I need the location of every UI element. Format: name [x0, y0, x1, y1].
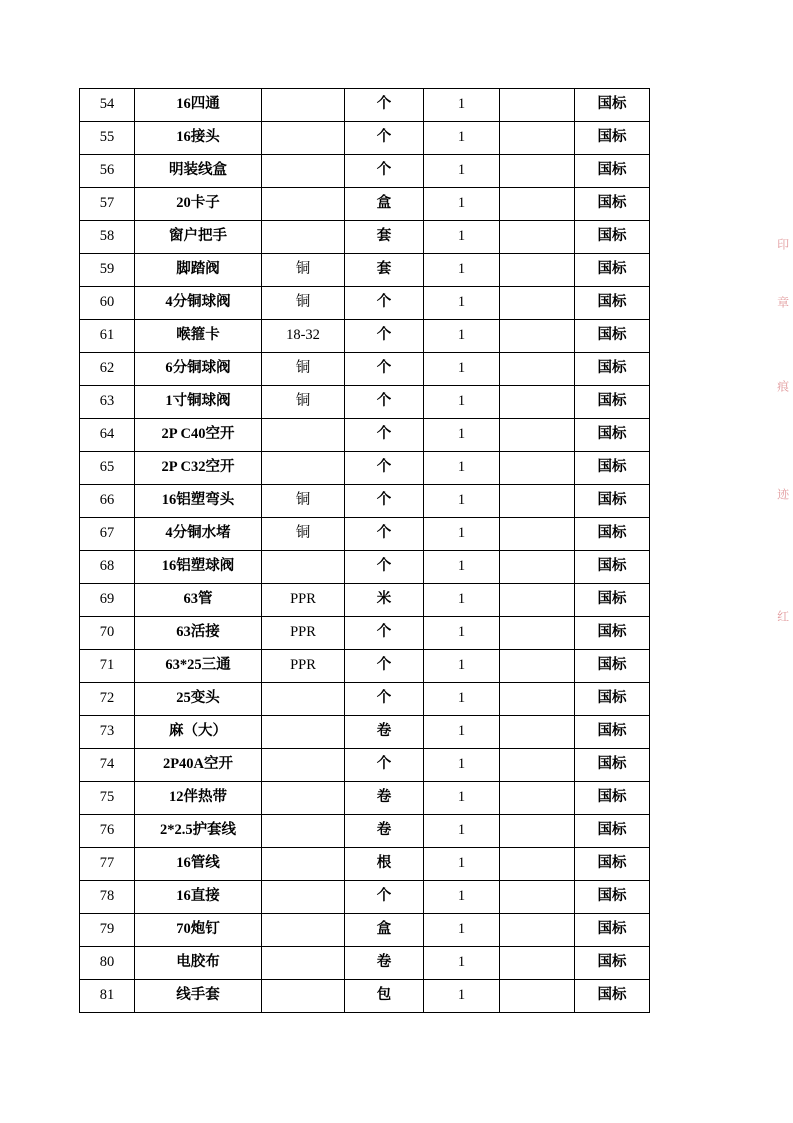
row-unit: 套: [345, 254, 424, 287]
row-standard: 国标: [575, 188, 650, 221]
row-item-name: 2*2.5护套线: [135, 815, 262, 848]
row-price: [500, 650, 575, 683]
row-quantity: 1: [424, 617, 500, 650]
row-spec: PPR: [262, 617, 345, 650]
row-item-name: 6分铜球阀: [135, 353, 262, 386]
row-standard: 国标: [575, 221, 650, 254]
row-price: [500, 947, 575, 980]
row-standard: 国标: [575, 749, 650, 782]
row-number: 61: [80, 320, 135, 353]
row-quantity: 1: [424, 584, 500, 617]
row-item-name: 16直接: [135, 881, 262, 914]
row-unit: 个: [345, 353, 424, 386]
row-item-name: 4分铜水堵: [135, 518, 262, 551]
row-spec: [262, 122, 345, 155]
row-number: 57: [80, 188, 135, 221]
row-number: 67: [80, 518, 135, 551]
row-item-name: 窗户把手: [135, 221, 262, 254]
row-price: [500, 188, 575, 221]
row-standard: 国标: [575, 782, 650, 815]
table-row: [80, 551, 650, 584]
row-price: [500, 386, 575, 419]
row-quantity: 1: [424, 980, 500, 1013]
row-spec: [262, 881, 345, 914]
row-quantity: 1: [424, 89, 500, 122]
row-quantity: 1: [424, 782, 500, 815]
row-spec: [262, 716, 345, 749]
row-item-name: 70炮钉: [135, 914, 262, 947]
row-item-name: 16铝塑球阀: [135, 551, 262, 584]
inventory-table-container: [79, 88, 649, 1013]
table-row: [80, 749, 650, 782]
seal-mark-4: 迹: [775, 488, 790, 501]
row-spec: 铜: [262, 518, 345, 551]
row-unit: 个: [345, 518, 424, 551]
row-item-name: 4分铜球阀: [135, 287, 262, 320]
row-quantity: 1: [424, 881, 500, 914]
row-spec: [262, 452, 345, 485]
table-row: [80, 815, 650, 848]
row-item-name: 16接头: [135, 122, 262, 155]
table-row: [80, 254, 650, 287]
row-spec: 18-32: [262, 320, 345, 353]
row-standard: 国标: [575, 848, 650, 881]
row-number: 58: [80, 221, 135, 254]
row-price: [500, 419, 575, 452]
row-spec: [262, 815, 345, 848]
row-number: 63: [80, 386, 135, 419]
table-row: [80, 650, 650, 683]
row-price: [500, 452, 575, 485]
row-quantity: 1: [424, 848, 500, 881]
row-unit: 个: [345, 881, 424, 914]
table-row: [80, 881, 650, 914]
row-spec: [262, 683, 345, 716]
row-item-name: 2P40A空开: [135, 749, 262, 782]
row-item-name: 2P C40空开: [135, 419, 262, 452]
row-price: [500, 848, 575, 881]
table-row: [80, 980, 650, 1013]
row-quantity: 1: [424, 287, 500, 320]
row-unit: 卷: [345, 947, 424, 980]
row-standard: 国标: [575, 287, 650, 320]
row-spec: [262, 155, 345, 188]
row-spec: [262, 419, 345, 452]
row-price: [500, 518, 575, 551]
row-number: 64: [80, 419, 135, 452]
row-standard: 国标: [575, 947, 650, 980]
table-row: [80, 452, 650, 485]
row-item-name: 63*25三通: [135, 650, 262, 683]
row-price: [500, 914, 575, 947]
row-price: [500, 716, 575, 749]
row-item-name: 20卡子: [135, 188, 262, 221]
row-price: [500, 881, 575, 914]
row-item-name: 63活接: [135, 617, 262, 650]
row-unit: 个: [345, 683, 424, 716]
row-quantity: 1: [424, 254, 500, 287]
table-row: [80, 89, 650, 122]
row-price: [500, 980, 575, 1013]
row-standard: 国标: [575, 122, 650, 155]
row-quantity: 1: [424, 353, 500, 386]
row-price: [500, 485, 575, 518]
row-unit: 个: [345, 749, 424, 782]
row-standard: 国标: [575, 518, 650, 551]
row-number: 60: [80, 287, 135, 320]
seal-mark-3: 痕: [775, 380, 790, 393]
table-row: [80, 386, 650, 419]
table-row: [80, 353, 650, 386]
row-item-name: 16管线: [135, 848, 262, 881]
row-unit: 卷: [345, 716, 424, 749]
row-quantity: 1: [424, 716, 500, 749]
row-number: 75: [80, 782, 135, 815]
row-spec: PPR: [262, 584, 345, 617]
row-quantity: 1: [424, 419, 500, 452]
row-number: 54: [80, 89, 135, 122]
row-quantity: 1: [424, 320, 500, 353]
row-price: [500, 287, 575, 320]
row-standard: 国标: [575, 485, 650, 518]
row-standard: 国标: [575, 452, 650, 485]
table-row: [80, 518, 650, 551]
row-spec: 铜: [262, 353, 345, 386]
row-unit: 个: [345, 155, 424, 188]
seal-mark-1: 印: [775, 238, 790, 251]
row-unit: 个: [345, 485, 424, 518]
row-unit: 套: [345, 221, 424, 254]
seal-mark-5: 红: [775, 610, 790, 623]
row-unit: 个: [345, 650, 424, 683]
row-standard: 国标: [575, 683, 650, 716]
row-unit: 个: [345, 320, 424, 353]
row-price: [500, 155, 575, 188]
table-row: [80, 419, 650, 452]
row-standard: 国标: [575, 980, 650, 1013]
row-number: 69: [80, 584, 135, 617]
row-spec: 铜: [262, 386, 345, 419]
row-item-name: 麻（大）: [135, 716, 262, 749]
row-price: [500, 320, 575, 353]
table-row: [80, 320, 650, 353]
row-standard: 国标: [575, 914, 650, 947]
row-spec: [262, 914, 345, 947]
row-spec: [262, 551, 345, 584]
row-price: [500, 782, 575, 815]
row-unit: 个: [345, 122, 424, 155]
row-unit: 卷: [345, 782, 424, 815]
row-price: [500, 683, 575, 716]
row-unit: 米: [345, 584, 424, 617]
row-item-name: 63管: [135, 584, 262, 617]
inventory-table: [79, 88, 650, 1013]
inventory-table-body: [80, 89, 650, 1013]
row-standard: 国标: [575, 353, 650, 386]
row-spec: [262, 980, 345, 1013]
row-quantity: 1: [424, 155, 500, 188]
row-spec: 铜: [262, 287, 345, 320]
row-item-name: 1寸铜球阀: [135, 386, 262, 419]
table-row: [80, 122, 650, 155]
row-standard: 国标: [575, 815, 650, 848]
table-row: [80, 782, 650, 815]
row-spec: PPR: [262, 650, 345, 683]
row-spec: [262, 188, 345, 221]
row-number: 66: [80, 485, 135, 518]
table-row: [80, 188, 650, 221]
row-item-name: 线手套: [135, 980, 262, 1013]
row-price: [500, 551, 575, 584]
seal-mark-2: 章: [775, 296, 790, 309]
row-unit: 卷: [345, 815, 424, 848]
row-item-name: 喉箍卡: [135, 320, 262, 353]
table-row: [80, 221, 650, 254]
row-quantity: 1: [424, 914, 500, 947]
table-row: [80, 683, 650, 716]
row-standard: 国标: [575, 254, 650, 287]
row-price: [500, 617, 575, 650]
table-row: [80, 848, 650, 881]
row-unit: 个: [345, 617, 424, 650]
row-standard: 国标: [575, 386, 650, 419]
row-number: 76: [80, 815, 135, 848]
table-row: [80, 716, 650, 749]
row-item-name: 12伴热带: [135, 782, 262, 815]
row-price: [500, 749, 575, 782]
row-unit: 个: [345, 551, 424, 584]
row-quantity: 1: [424, 749, 500, 782]
row-price: [500, 815, 575, 848]
row-unit: 根: [345, 848, 424, 881]
row-item-name: 16四通: [135, 89, 262, 122]
row-unit: 个: [345, 287, 424, 320]
row-standard: 国标: [575, 551, 650, 584]
row-unit: 盒: [345, 188, 424, 221]
row-number: 79: [80, 914, 135, 947]
table-row: [80, 914, 650, 947]
row-number: 78: [80, 881, 135, 914]
table-row: [80, 485, 650, 518]
row-spec: 铜: [262, 485, 345, 518]
row-number: 74: [80, 749, 135, 782]
row-price: [500, 254, 575, 287]
row-number: 71: [80, 650, 135, 683]
row-number: 62: [80, 353, 135, 386]
table-row: [80, 155, 650, 188]
row-quantity: 1: [424, 221, 500, 254]
row-number: 70: [80, 617, 135, 650]
row-quantity: 1: [424, 485, 500, 518]
row-quantity: 1: [424, 452, 500, 485]
row-standard: 国标: [575, 716, 650, 749]
row-standard: 国标: [575, 584, 650, 617]
row-spec: [262, 221, 345, 254]
row-quantity: 1: [424, 122, 500, 155]
row-quantity: 1: [424, 683, 500, 716]
row-quantity: 1: [424, 386, 500, 419]
table-row: [80, 287, 650, 320]
row-number: 73: [80, 716, 135, 749]
row-standard: 国标: [575, 320, 650, 353]
row-item-name: 脚踏阀: [135, 254, 262, 287]
row-spec: [262, 848, 345, 881]
row-price: [500, 122, 575, 155]
row-unit: 个: [345, 89, 424, 122]
row-number: 59: [80, 254, 135, 287]
row-number: 65: [80, 452, 135, 485]
row-number: 68: [80, 551, 135, 584]
table-row: [80, 584, 650, 617]
row-price: [500, 584, 575, 617]
row-item-name: 2P C32空开: [135, 452, 262, 485]
row-number: 80: [80, 947, 135, 980]
row-spec: [262, 947, 345, 980]
row-price: [500, 221, 575, 254]
row-unit: 盒: [345, 914, 424, 947]
row-number: 77: [80, 848, 135, 881]
row-standard: 国标: [575, 155, 650, 188]
row-quantity: 1: [424, 947, 500, 980]
row-standard: 国标: [575, 617, 650, 650]
row-quantity: 1: [424, 815, 500, 848]
row-standard: 国标: [575, 419, 650, 452]
row-number: 55: [80, 122, 135, 155]
row-spec: [262, 782, 345, 815]
row-unit: 个: [345, 452, 424, 485]
table-row: [80, 947, 650, 980]
row-item-name: 16铝塑弯头: [135, 485, 262, 518]
row-quantity: 1: [424, 650, 500, 683]
row-quantity: 1: [424, 551, 500, 584]
row-number: 72: [80, 683, 135, 716]
row-spec: [262, 749, 345, 782]
row-item-name: 25变头: [135, 683, 262, 716]
table-row: [80, 617, 650, 650]
row-unit: 个: [345, 419, 424, 452]
row-number: 56: [80, 155, 135, 188]
row-quantity: 1: [424, 518, 500, 551]
row-standard: 国标: [575, 881, 650, 914]
row-price: [500, 353, 575, 386]
row-unit: 包: [345, 980, 424, 1013]
row-item-name: 明装线盒: [135, 155, 262, 188]
row-spec: 铜: [262, 254, 345, 287]
row-item-name: 电胶布: [135, 947, 262, 980]
row-price: [500, 89, 575, 122]
row-standard: 国标: [575, 89, 650, 122]
row-quantity: 1: [424, 188, 500, 221]
row-spec: [262, 89, 345, 122]
row-unit: 个: [345, 386, 424, 419]
row-number: 81: [80, 980, 135, 1013]
row-standard: 国标: [575, 650, 650, 683]
